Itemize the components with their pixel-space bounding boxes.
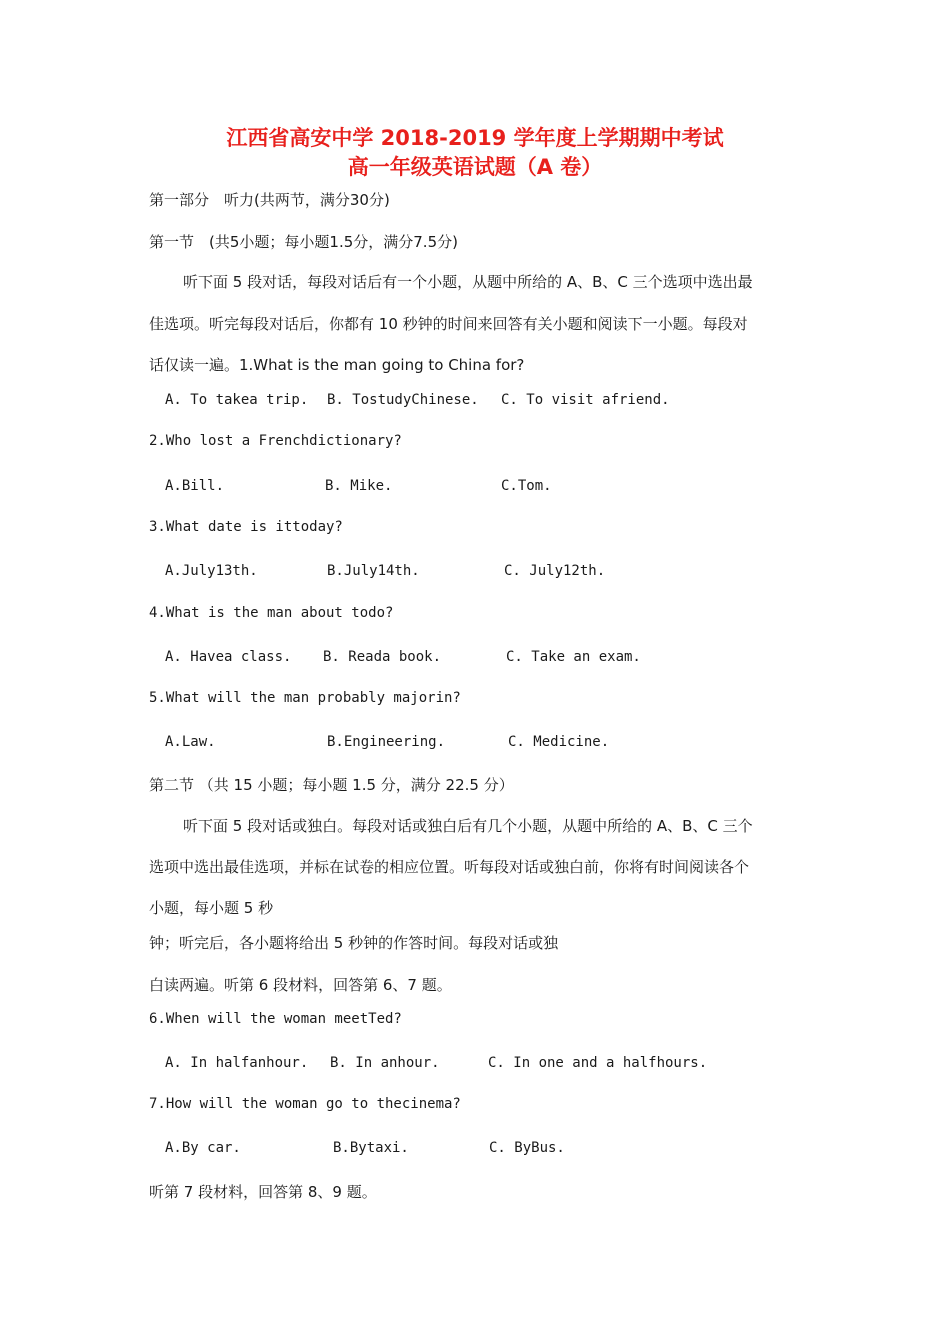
section2-instruction-line4: 钟；听完后，各小题将给出 5 秒钟的作答时间。每段对话或独 (149, 934, 559, 952)
part1-heading: 第一部分 听力(共两节，满分30分) (149, 191, 390, 209)
q4-option-b: B. Reada book. (323, 649, 442, 665)
material-7-instruction: 听第 7 段材料，回答第 8、9 题。 (149, 1183, 377, 1201)
exam-title-line1: 江西省高安中学 2018-2019 学年度上学期期中考试 (226, 126, 724, 150)
section1-heading: 第一节 (共5小题；每小题1.5分，满分7.5分) (149, 233, 458, 251)
section2-instruction-line3: 小题，每小题 5 秒 (149, 899, 274, 917)
question-5: 5.What will the man probably majorin? (149, 690, 461, 706)
q4-option-c: C. Take an exam. (506, 649, 641, 665)
q5-option-c: C. Medicine. (508, 734, 610, 750)
q3-option-b: B.July14th. (327, 563, 420, 579)
q1-option-b: B. TostudyChinese. (327, 392, 479, 408)
section1-instruction-line1: 听下面 5 段对话，每段对话后有一个小题，从题中所给的 A、B、C 三个选项中选出最 (183, 273, 753, 291)
q1-option-a: A. To takea trip. (165, 392, 309, 408)
question-3: 3.What date is ittoday? (149, 519, 343, 535)
section1-instruction-line2: 佳选项。听完每段对话后，你都有 10 秒钟的时间来回答有关小题和阅读下一小题。每段对 (149, 315, 748, 333)
section2-instruction-line2: 选项中选出最佳选项，并标在试卷的相应位置。听每段对话或独白前，你将有时间阅读各个 (149, 858, 750, 876)
exam-title-line2: 高一年级英语试题（A 卷） (347, 155, 603, 179)
q6-option-c: C. In one and a halfhours. (488, 1055, 708, 1071)
q6-option-a: A. In halfanhour. (165, 1055, 309, 1071)
q7-option-c: C. ByBus. (489, 1140, 565, 1156)
q5-option-b: B.Engineering. (327, 734, 446, 750)
section2-instruction-line1: 听下面 5 段对话或独白。每段对话或独白后有几个小题，从题中所给的 A、B、C 三个 (183, 817, 753, 835)
q4-option-a: A. Havea class. (165, 649, 292, 665)
q1-option-c: C. To visit afriend. (501, 392, 670, 408)
q7-option-b: B.Bytaxi. (333, 1140, 409, 1156)
question-4: 4.What is the man about todo? (149, 605, 394, 621)
section2-heading: 第二节 （共 15 小题；每小题 1.5 分，满分 22.5 分） (149, 776, 514, 794)
q2-option-c: C.Tom. (501, 478, 552, 494)
q3-option-c: C. July12th. (504, 563, 606, 579)
q2-option-a: A.Bill. (165, 478, 225, 494)
question-2: 2.Who lost a Frenchdictionary? (149, 433, 402, 449)
section1-instruction-line3: 话仅读一遍。1.What is the man going to China for? (149, 356, 525, 374)
q6-option-b: B. In anhour. (330, 1055, 440, 1071)
q2-option-b: B. Mike. (325, 478, 393, 494)
q5-option-a: A.Law. (165, 734, 216, 750)
question-7: 7.How will the woman go to thecinema? (149, 1096, 461, 1112)
question-6: 6.When will the woman meetTed? (149, 1011, 402, 1027)
section2-instruction-line5: 白读两遍。听第 6 段材料，回答第 6、7 题。 (149, 976, 452, 994)
q3-option-a: A.July13th. (165, 563, 258, 579)
q7-option-a: A.By car. (165, 1140, 241, 1156)
